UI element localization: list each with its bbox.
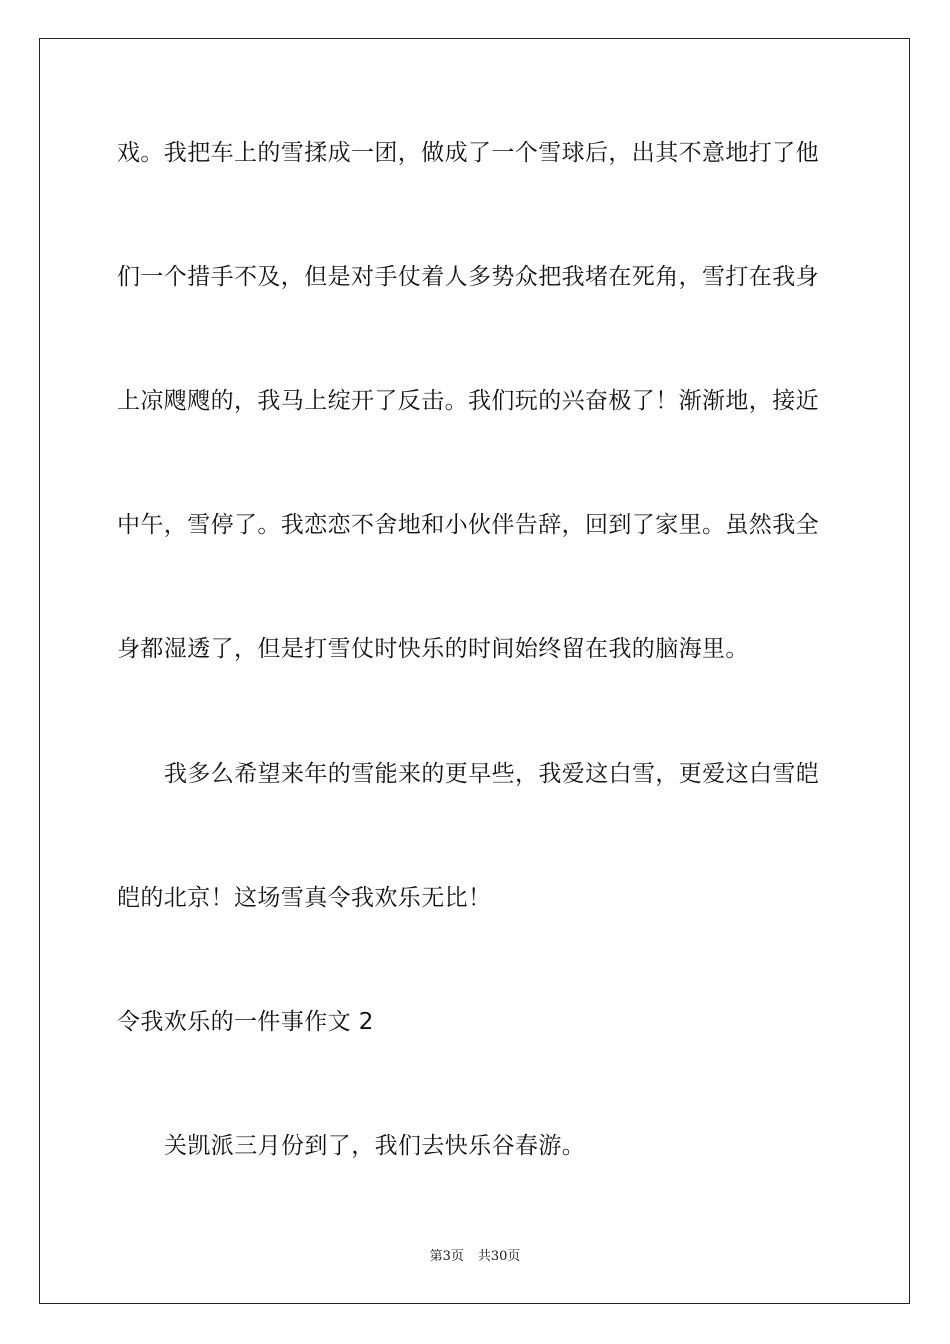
paragraph-line-8: 关凯派三月份到了，我们去快乐谷春游。	[164, 1133, 586, 1159]
page-total: 共30页	[477, 1249, 521, 1264]
paragraph-line-6: 我多么希望来年的雪能来的更早些，我爱这白雪，更爱这白雪皑	[164, 761, 820, 787]
paragraph-line-2: 们一个措手不及，但是对手仗着人多势众把我堵在死角，雪打在我身	[117, 264, 819, 290]
section-heading: 令我欢乐的一件事作文 2	[117, 1009, 374, 1035]
paragraph-line-3: 上凉飕飕的，我马上绽开了反击。我们玩的兴奋极了！渐渐地，接近	[117, 388, 819, 414]
paragraph-line-7: 皑的北京！这场雪真令我欢乐无比！	[117, 885, 492, 911]
page-footer	[0, 1248, 950, 1266]
paragraph-line-1: 戏。我把车上的雪揉成一团，做成了一个雪球后，出其不意地打了他	[117, 140, 819, 166]
paragraph-line-5: 身都湿透了，但是打雪仗时快乐的时间始终留在我的脑海里。	[117, 636, 749, 662]
page-border	[39, 38, 910, 1304]
page-number: 第3页	[429, 1249, 464, 1264]
paragraph-line-4: 中午，雪停了。我恋恋不舍地和小伙伴告辞，回到了家里。虽然我全	[117, 512, 819, 538]
